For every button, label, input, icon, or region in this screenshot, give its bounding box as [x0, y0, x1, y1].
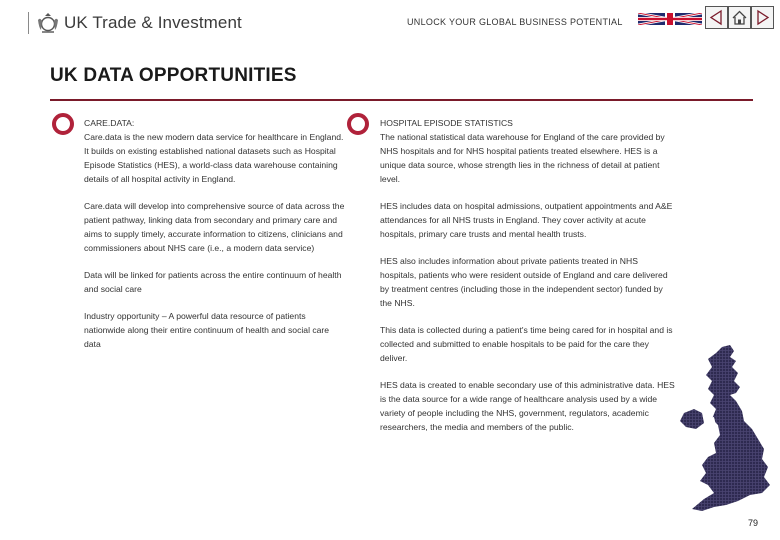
- brand-name[interactable]: UK Trade & Investment: [64, 13, 242, 32]
- next-button[interactable]: [751, 6, 774, 29]
- care-data-column: [84, 116, 346, 364]
- hes-paragraph-5: HES data is created to enable secondary use of this administrative data. HES is the data source for a wide range of healthcare analysis used by a wide variety of people including the NHS, government, regulators, academic researchers, the media and members of the public.: [380, 380, 675, 432]
- hes-intro: [380, 116, 676, 186]
- union-flag-icon: [638, 13, 702, 25]
- tagline: UNLOCK YOUR GLOBAL BUSINESS POTENTIAL: [407, 17, 623, 27]
- care-data-paragraph-4: Industry opportunity – A powerful data resource of patients nationwide along their entire continuum of health and social care data: [84, 311, 330, 349]
- care-data-paragraph-3: Data will be linked for patients across the entire continuum of health and social care: [84, 270, 342, 294]
- care-data-heading: CARE.DATA:: [84, 118, 135, 128]
- logo-divider: [28, 12, 29, 34]
- hes-paragraph-3: HES also includes information about private patients treated in NHS hospitals, patients who were resident outside of England and care delivered by treatment centres (including those in the independent sector) funded by the NHS.: [380, 256, 668, 308]
- arrow-right-icon: [754, 9, 771, 26]
- home-icon: [731, 9, 748, 26]
- bullet-ring-icon: [52, 113, 74, 135]
- title-divider: [50, 99, 753, 101]
- care-data-intro: [84, 116, 346, 186]
- bullet-ring-icon: [347, 113, 369, 135]
- uk-map-icon: [678, 345, 774, 515]
- hes-heading: HOSPITAL EPISODE STATISTICS: [380, 118, 513, 128]
- care-data-paragraph-2: Care.data will develop into comprehensive source of data across the patient pathway, linking data from secondary and primary care and aims to supply timely, accurate information to citizens, clinicians and commissioners about NHS care (i.e., a modern data service): [84, 201, 345, 253]
- hes-paragraph-1: The national statistical data warehouse for England of the care provided by NHS hospitals and for NHS hospital patients treated elsewhere. HES is a unique data source, whose strength lies in the richness of detail at patient level.: [380, 132, 665, 184]
- home-button[interactable]: [728, 6, 751, 29]
- royal-crest-icon: [36, 12, 60, 34]
- care-data-paragraph-1: Care.data is the new modern data service for healthcare in England. It builds on existing established national datasets such as Hospital Episode Statistics (HES), a world-class data warehouse containing details of all hospital activity in England.: [84, 132, 344, 184]
- prev-button[interactable]: [705, 6, 728, 29]
- hes-paragraph-2: HES includes data on hospital admissions, outpatient appointments and A&E attendances for all NHS trusts in England. They cover activity at acute hospitals, primary care trusts and mental health trusts.: [380, 201, 673, 239]
- page-title: UK DATA OPPORTUNITIES: [50, 65, 297, 86]
- arrow-left-icon: [708, 9, 725, 26]
- hes-column: [380, 116, 676, 447]
- page-number: 79: [748, 518, 759, 528]
- hes-paragraph-4: This data is collected during a patient's time being cared for in hospital and is collected and submitted to enable hospitals to be paid for the care they deliver.: [380, 325, 673, 363]
